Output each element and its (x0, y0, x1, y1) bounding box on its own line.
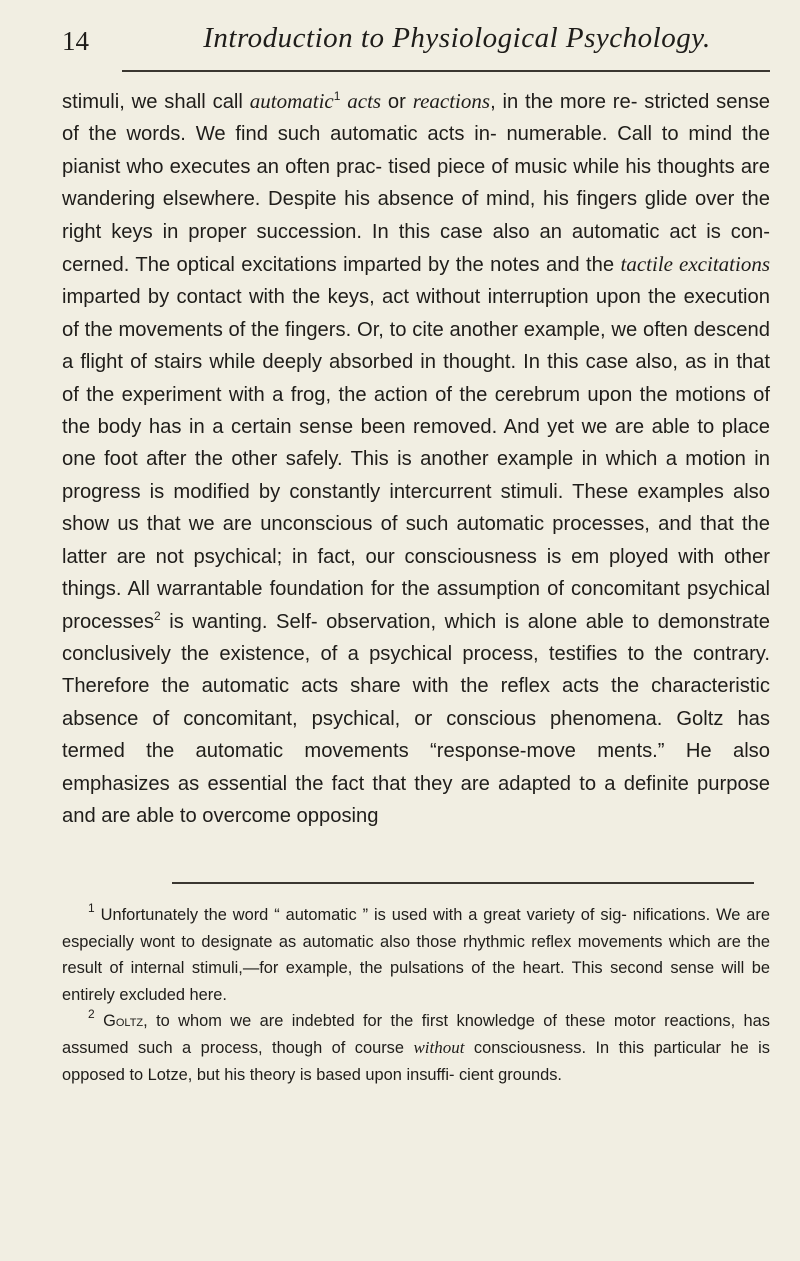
page-header (62, 18, 768, 66)
footnote-1: $^1$ Unfortunately the word “ automatic ” is used with a great variety of sig- nifications. We are especially wont to designate as automatic also those rhythmic reflex movements which are the result of internal stimuli,—for example, the pulsations of the heart. This second sense will be entirely excluded here. (62, 901, 770, 1004)
author-name-goltz: Goltz (94, 1012, 144, 1031)
footnote-rule (172, 882, 754, 884)
footnote-ref-1: 1 (333, 89, 341, 103)
page-number: 14 (62, 26, 89, 56)
running-title: Introduction to Physiological Psychology. (203, 22, 711, 54)
header-rule (122, 70, 770, 72)
footnotes (62, 902, 770, 1088)
emphasis-tactile-excitations: tactile excitations (620, 252, 771, 277)
emphasis-acts: acts (347, 89, 382, 113)
body-paragraph: stimuli, we shall call automatic$^1$ acts or reactions, in the more re- stricted sense of the words. We find such automatic acts in- numerable. Call to mind the pianist who executes an often prac- tised piece of music while his thoughts are wandering elsewhere. Despite his absence of mind, his fingers glide over the right keys in proper succession. In this case also an automatic act is con- cerned. The optical excitations imparted by the notes and the tactile excitations imparted by contact with the keys, act without interruption upon the execution of the movements of the fingers. Or, to cite another example, we often descend a flight of stairs while deeply absorbed in thought. In this case also, as in that of the experiment with a frog, the action of the cerebrum upon the motions of the body has in a certain sense been removed. And yet we are able to place one foot after the other safely. This is another example in which a motion in progress is modified by constantly intercurrent stimuli. These examples also show us that we are unconscious of such automatic processes, and that the latter are not psychical; in fact, our consciousness is em ployed with other things. All warrantable foundation for the assumption of concomitant psychical processes$^2$ is wanting. Self- observation, which is alone able to demonstrate conclusively the existence, of a psychical process, testifies to the contrary. Therefore the automatic acts share with the reflex acts the characteristic absence of concomitant, psychical, or conscious phenomena. Goltz has termed the automatic movements “response-move ments.” He also emphasizes as essential the fact that they are adapted to a definite purpose and are able to overcome opposing (62, 89, 771, 827)
footnote-marker-2: 2 (88, 1007, 95, 1022)
footnote-marker-1: 1 (88, 901, 95, 915)
footnote-ref-2: 2 (154, 608, 161, 623)
footnote-2: $^2$ Goltz, to whom we are indebted for the first knowledge of these motor reactions, has assumed such a process, though of course without consciousness. In this particular he is opposed to Lotze, but his theory is based upon insuffi- cient grounds. (62, 1007, 770, 1084)
body-text (62, 85, 770, 832)
emphasis-automatic: automatic (249, 89, 334, 113)
emphasis-without: without (413, 1037, 465, 1057)
emphasis-reactions: reactions (412, 89, 491, 113)
